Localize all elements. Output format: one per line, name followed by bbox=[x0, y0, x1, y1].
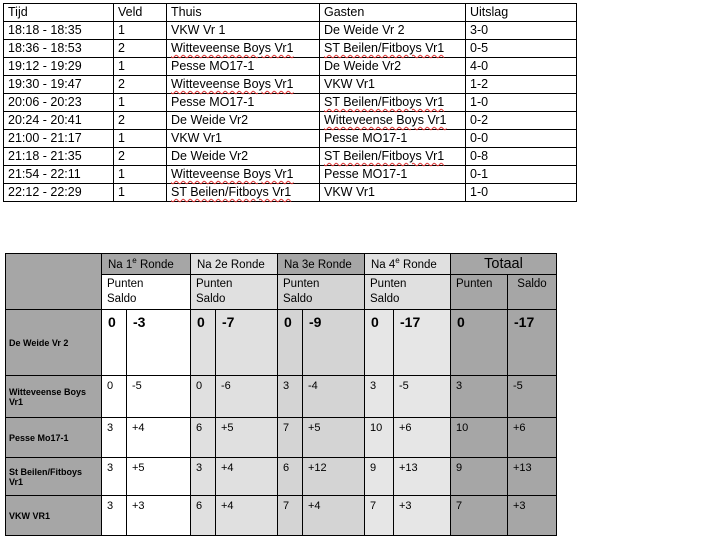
schedule-cell-veld: 1 bbox=[114, 184, 167, 202]
schedule-cell-thuis: Pesse MO17-1 bbox=[167, 94, 320, 112]
schedule-cell-thuis: Pesse MO17-1 bbox=[167, 58, 320, 76]
total-label: Totaal bbox=[484, 256, 523, 272]
schedule-cell-veld: 2 bbox=[114, 40, 167, 58]
punten-value: 3 bbox=[107, 462, 114, 474]
standings-row bbox=[6, 496, 557, 536]
punten-value: 0 bbox=[371, 314, 379, 330]
team-name: St Beilen/Fitboys Vr1 bbox=[9, 466, 83, 487]
schedule-cell-time: 21:18 - 21:35 bbox=[4, 148, 114, 166]
punten-value: 7 bbox=[370, 500, 377, 512]
punten-value: 6 bbox=[196, 422, 203, 434]
header-veld: Veld bbox=[114, 4, 167, 22]
schedule-cell-time: 20:24 - 20:41 bbox=[4, 112, 114, 130]
round-header-row bbox=[6, 254, 557, 275]
saldo-value: +12 bbox=[308, 462, 327, 474]
punten-value: 9 bbox=[456, 462, 463, 474]
saldo-value: +5 bbox=[132, 462, 145, 474]
schedule-cell-thuis: Witteveense Boys Vr1 bbox=[167, 76, 320, 94]
punten-value: 3 bbox=[107, 500, 114, 512]
team-name: Witteveense Boys Vr1 bbox=[9, 386, 86, 407]
saldo-value: +4 bbox=[221, 462, 234, 474]
round-3-subheader: Punten Saldo bbox=[283, 278, 320, 305]
schedule-cell-veld: 2 bbox=[114, 76, 167, 94]
team-name: Pesse Mo17-1 bbox=[9, 432, 69, 443]
corner-cell bbox=[6, 254, 102, 310]
schedule-cell-time: 21:54 - 22:11 bbox=[4, 166, 114, 184]
schedule-row bbox=[4, 94, 577, 112]
standings-table bbox=[5, 253, 557, 536]
schedule-cell-veld: 1 bbox=[114, 58, 167, 76]
schedule-cell-gasten: Pesse MO17-1 bbox=[320, 166, 466, 184]
schedule-cell-time: 21:00 - 21:17 bbox=[4, 130, 114, 148]
total-punten-header: Punten bbox=[456, 278, 493, 290]
punten-value: 6 bbox=[283, 462, 290, 474]
punten-value: 0 bbox=[108, 314, 116, 330]
round-1-subheader: Punten Saldo bbox=[107, 278, 144, 305]
schedule-cell-uitslag: 3-0 bbox=[466, 22, 577, 40]
team-name: De Weide Vr 2 bbox=[9, 337, 69, 348]
total-saldo-header: Saldo bbox=[517, 278, 547, 290]
saldo-value: +13 bbox=[513, 462, 532, 474]
schedule-cell-thuis: De Weide Vr2 bbox=[167, 148, 320, 166]
schedule-cell-time: 19:30 - 19:47 bbox=[4, 76, 114, 94]
punten-value: 10 bbox=[370, 422, 383, 434]
schedule-cell-veld: 2 bbox=[114, 148, 167, 166]
schedule-row bbox=[4, 166, 577, 184]
saldo-value: +6 bbox=[513, 422, 526, 434]
schedule-cell-thuis: Witteveense Boys Vr1 bbox=[167, 40, 320, 58]
round-4-label: Na 4e Ronde bbox=[371, 256, 437, 271]
punten-value: 0 bbox=[197, 314, 205, 330]
standings-row bbox=[6, 376, 557, 418]
schedule-table bbox=[3, 3, 577, 202]
round-2-subheader: Punten Saldo bbox=[196, 278, 233, 305]
punten-value: 7 bbox=[283, 500, 290, 512]
punten-value: 9 bbox=[370, 462, 377, 474]
saldo-value: +3 bbox=[132, 500, 145, 512]
schedule-row bbox=[4, 58, 577, 76]
saldo-value: +6 bbox=[399, 422, 412, 434]
standings-row bbox=[6, 458, 557, 496]
punten-value: 0 bbox=[107, 380, 114, 392]
schedule-cell-veld: 2 bbox=[114, 112, 167, 130]
schedule-cell-thuis: VKW Vr1 bbox=[167, 130, 320, 148]
schedule-cell-uitslag: 4-0 bbox=[466, 58, 577, 76]
header-tijd: Tijd bbox=[4, 4, 114, 22]
punten-value: 10 bbox=[456, 422, 469, 434]
round-4-subheader: Punten Saldo bbox=[370, 278, 407, 305]
schedule-cell-veld: 1 bbox=[114, 22, 167, 40]
round-3-label: Na 3e Ronde bbox=[284, 258, 352, 271]
schedule-cell-gasten: Pesse MO17-1 bbox=[320, 130, 466, 148]
saldo-value: +5 bbox=[308, 422, 321, 434]
saldo-value: +4 bbox=[308, 500, 321, 512]
punten-value: 7 bbox=[456, 500, 463, 512]
schedule-cell-gasten: Witteveense Boys Vr1 bbox=[320, 112, 466, 130]
schedule-cell-time: 20:06 - 20:23 bbox=[4, 94, 114, 112]
schedule-cell-thuis: De Weide Vr2 bbox=[167, 112, 320, 130]
saldo-value: +3 bbox=[399, 500, 412, 512]
header-uitslag: Uitslag bbox=[466, 4, 577, 22]
schedule-cell-thuis: VKW Vr 1 bbox=[167, 22, 320, 40]
round-2-label: Na 2e Ronde bbox=[197, 258, 265, 271]
punten-value: 7 bbox=[283, 422, 290, 434]
schedule-row bbox=[4, 40, 577, 58]
punten-value: 3 bbox=[370, 380, 377, 392]
punten-value: 3 bbox=[107, 422, 114, 434]
schedule-cell-uitslag: 0-2 bbox=[466, 112, 577, 130]
saldo-value: -5 bbox=[399, 380, 409, 392]
schedule-cell-veld: 1 bbox=[114, 166, 167, 184]
schedule-cell-gasten: VKW Vr1 bbox=[320, 184, 466, 202]
punten-value: 3 bbox=[456, 380, 463, 392]
saldo-value: -5 bbox=[513, 380, 523, 392]
saldo-value: -17 bbox=[400, 314, 421, 330]
saldo-value: -3 bbox=[133, 314, 146, 330]
saldo-value: -7 bbox=[222, 314, 235, 330]
schedule-cell-time: 22:12 - 22:29 bbox=[4, 184, 114, 202]
schedule-cell-gasten: ST Beilen/Fitboys Vr1 bbox=[320, 148, 466, 166]
schedule-cell-uitslag: 1-0 bbox=[466, 94, 577, 112]
schedule-cell-veld: 1 bbox=[114, 94, 167, 112]
schedule-cell-uitslag: 0-5 bbox=[466, 40, 577, 58]
schedule-cell-time: 19:12 - 19:29 bbox=[4, 58, 114, 76]
header-gasten: Gasten bbox=[320, 4, 466, 22]
round-1-label: Na 1e Ronde bbox=[108, 256, 174, 271]
schedule-cell-gasten: VKW Vr1 bbox=[320, 76, 466, 94]
saldo-value: -4 bbox=[308, 380, 318, 392]
schedule-cell-uitslag: 1-0 bbox=[466, 184, 577, 202]
schedule-cell-thuis: ST Beilen/Fitboys Vr1 bbox=[167, 184, 320, 202]
standings-row bbox=[6, 418, 557, 458]
schedule-cell-uitslag: 0-1 bbox=[466, 166, 577, 184]
punten-value: 0 bbox=[196, 380, 203, 392]
header-thuis: Thuis bbox=[167, 4, 320, 22]
saldo-value: +3 bbox=[513, 500, 526, 512]
schedule-cell-time: 18:18 - 18:35 bbox=[4, 22, 114, 40]
saldo-value: -5 bbox=[132, 380, 142, 392]
schedule-row bbox=[4, 184, 577, 202]
schedule-cell-gasten: ST Beilen/Fitboys Vr1 bbox=[320, 40, 466, 58]
punten-value: 0 bbox=[457, 314, 465, 330]
schedule-cell-veld: 1 bbox=[114, 130, 167, 148]
saldo-value: -17 bbox=[514, 314, 535, 330]
schedule-cell-uitslag: 1-2 bbox=[466, 76, 577, 94]
schedule-header-row bbox=[4, 4, 577, 22]
schedule-row bbox=[4, 130, 577, 148]
schedule-row bbox=[4, 112, 577, 130]
saldo-value: +4 bbox=[221, 500, 234, 512]
punten-value: 3 bbox=[196, 462, 203, 474]
team-name: VKW VR1 bbox=[9, 510, 51, 521]
schedule-cell-time: 18:36 - 18:53 bbox=[4, 40, 114, 58]
schedule-cell-gasten: ST Beilen/Fitboys Vr1 bbox=[320, 94, 466, 112]
punten-value: 6 bbox=[196, 500, 203, 512]
schedule-row bbox=[4, 148, 577, 166]
schedule-row bbox=[4, 76, 577, 94]
schedule-cell-thuis: Witteveense Boys Vr1 bbox=[167, 166, 320, 184]
schedule-row bbox=[4, 22, 577, 40]
saldo-value: -6 bbox=[221, 380, 231, 392]
saldo-value: +5 bbox=[221, 422, 234, 434]
punten-value: 0 bbox=[284, 314, 292, 330]
schedule-cell-uitslag: 0-0 bbox=[466, 130, 577, 148]
standings-row bbox=[6, 310, 557, 376]
punten-value: 3 bbox=[283, 380, 290, 392]
schedule-cell-gasten: De Weide Vr2 bbox=[320, 58, 466, 76]
schedule-cell-gasten: De Weide Vr 2 bbox=[320, 22, 466, 40]
saldo-value: -9 bbox=[309, 314, 322, 330]
saldo-value: +4 bbox=[132, 422, 145, 434]
saldo-value: +13 bbox=[399, 462, 418, 474]
schedule-cell-uitslag: 0-8 bbox=[466, 148, 577, 166]
